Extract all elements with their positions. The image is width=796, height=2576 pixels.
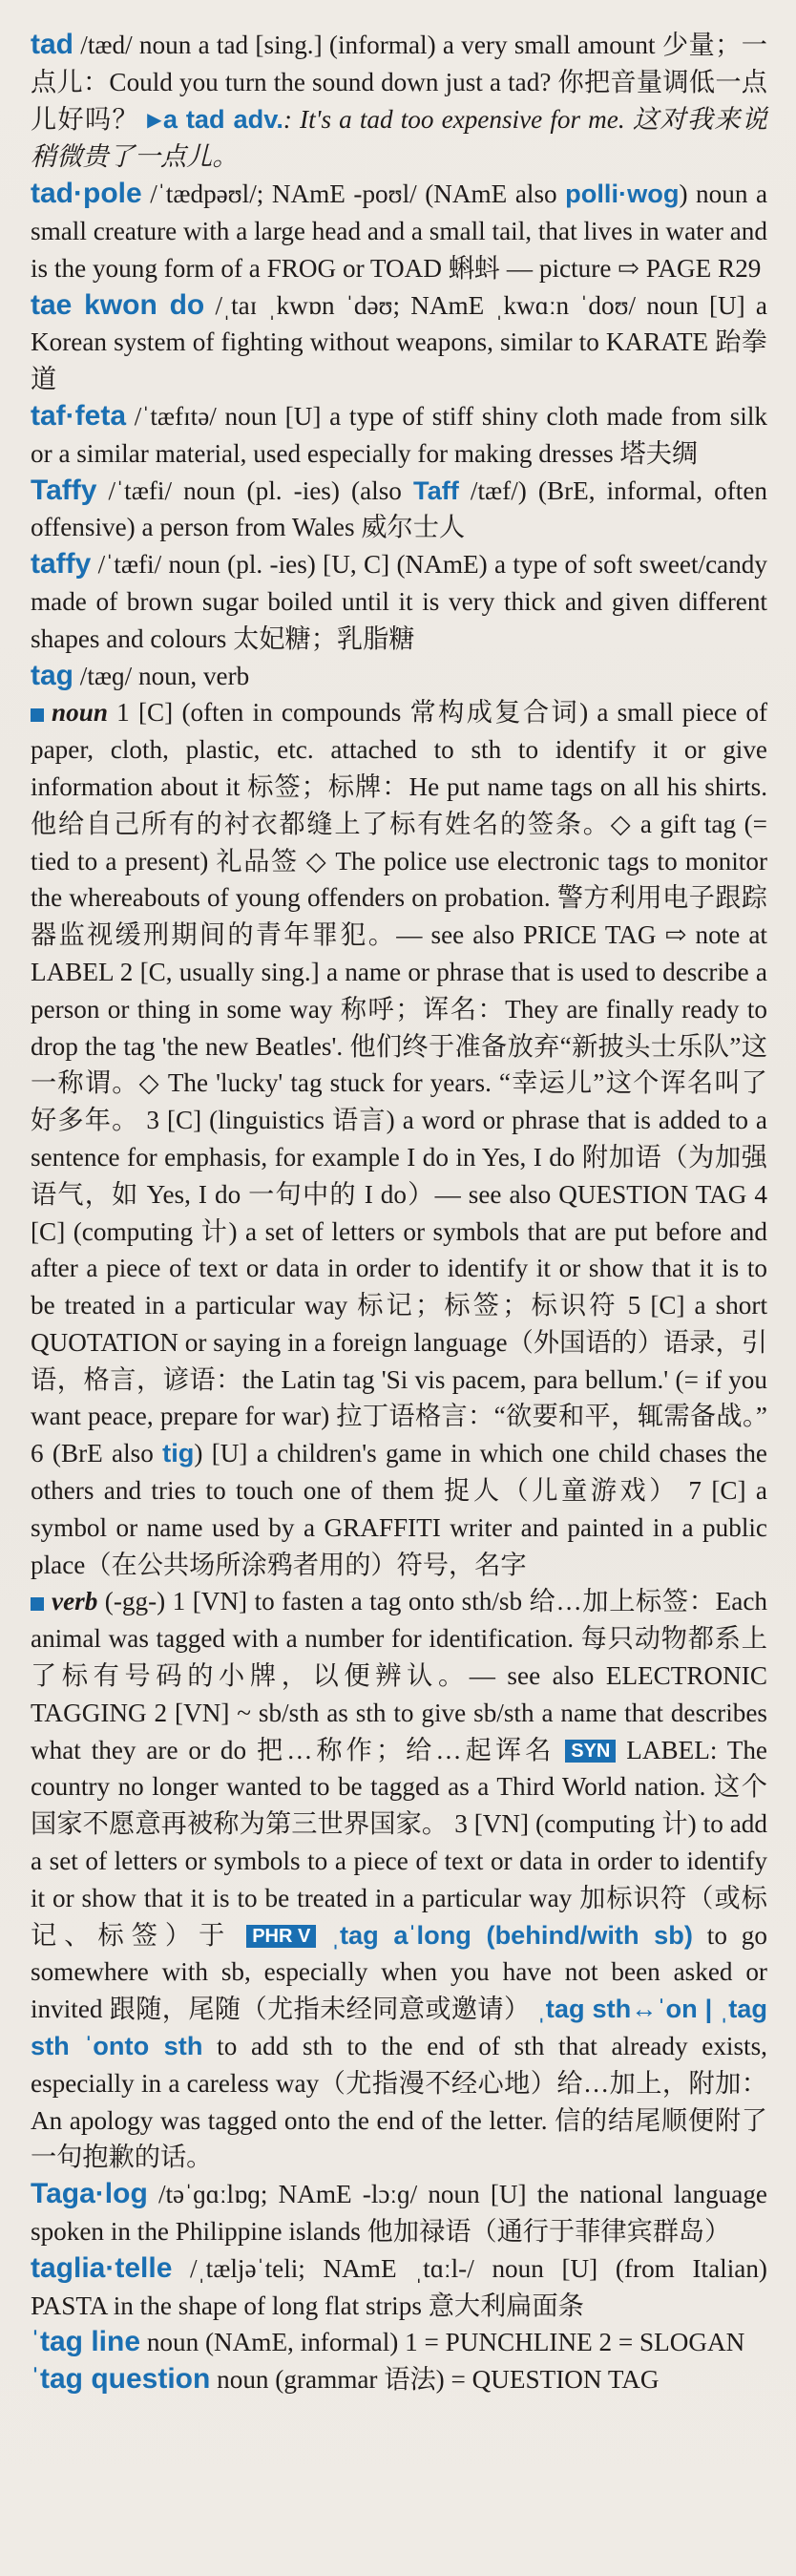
definition: /tæf/) (BrE, informal, often offensive) a person from Wales 威尔士人 <box>31 475 767 542</box>
phrasal-verb: ˌtag sth↔ˈon | ˌtag sth ˈonto sth <box>31 1994 767 2061</box>
example: : It's a tad too expensive for me. 这对我来说稍微贵了一点儿。 <box>31 104 767 172</box>
entry-taekwondo <box>31 287 767 398</box>
entry-tag-question <box>31 2361 767 2398</box>
entry-tagliatelle <box>31 2250 767 2325</box>
part-of-speech: noun <box>52 698 108 728</box>
entry-taffeta <box>31 398 767 473</box>
phrasal-verb: ˌtag aˈlong (behind/with sb) <box>316 1919 693 1950</box>
definition: noun (NAmE, informal) 1 = PUNCHLINE 2 = SLOGAN <box>140 2328 745 2357</box>
entry-taffy-1 <box>31 473 767 547</box>
pronunciation: /ˈtæfi/ noun (pl. -ies) (also <box>96 475 413 505</box>
square-bullet-icon <box>31 1597 44 1611</box>
entry-tadpole <box>31 176 767 286</box>
definition: ) noun a small creature with a large head and a small tail, that lives in water and is the young form of a FROG or TOAD 蝌蚪 — picture ⇨ PAGE R29 <box>31 179 768 283</box>
definition: 1 [C] (often in compounds 常构成复合词) a small piece of paper, cloth, plastic, etc. attached to sth to identify it or give information about it 标签；标牌：He put name tags on all his shirts. 他给自己所有的衬衣都缝上了标有姓名的签条。◇ a gift tag (= tied to a present) 礼品签 ◇ The police use electronic tags to monitor the whereabouts of young offenders on probation. 警方利用电子跟踪器监视缓刑期间的青年罪犯。— see also PRICE TAG ⇨ note at LABEL 2 [C, usually sing.] a name or phrase that is used to describe a person or thing in some way 称呼；诨名：They are finally ready to drop the tag 'the new Beatles'. 他们终于准备放弃“新披头士乐队”这一称谓。◇ The 'lucky' tag stuck for years. “幸运儿”这个诨名叫了好多年。 3 [C] (linguistics 语言) a word or phrase that is added to a sentence for emphasis, for example I do in Yes, I do 附加语（为加强语气，如 Yes, I do 一句中的 I do）— see also QUESTION TAG 4 [C] (computing 计) a set of letters or symbols that are put before and after a piece of text or data in order to identify it or show that it is to be treated in a particular way 标记；标签；标识符 5 [C] a short QUOTATION or saying in a foreign language（外国语的）语录，引语，格言，谚语：the Latin tag 'Si vis pacem, para bellum.' (= if you want peace, prepare for war) 拉丁语格言：“欲要和平，辄需备战。” 6 (BrE also <box>31 698 767 1468</box>
headword: taffy <box>31 548 92 581</box>
definition: /təˈɡɑːlɒɡ; NAmE -lɔːɡ/ noun [U] the national language spoken in the Philippine islands 他加禄语（通行于菲律宾群岛） <box>31 2180 767 2247</box>
definition: (-gg-) 1 [VN] to fasten a tag onto sth/sb 给…加上标签：Each animal was tagged with a number for identification. 每只动物都系上了标有号码的小牌，以便辨认。— see also ELECTRONIC TAGGING 2 [VN] ~ sb/sth as sth to give sb/sth a name that describes what they are or do 把…称作；给…起诨名 <box>31 1587 767 1764</box>
headword: taglia·telle <box>31 2251 173 2284</box>
entry-tad <box>31 27 767 176</box>
phrasal-definition: to go somewhere with sb, especially when you have not been asked or invited 跟随，尾随（尤指未经同意或邀请） <box>31 1920 767 2024</box>
variant: Taff <box>412 475 459 505</box>
entry-tagalog <box>31 2176 767 2250</box>
pronunciation: /tæɡ/ noun, verb <box>73 661 250 690</box>
variant: polli·wog <box>565 179 680 209</box>
definition: /ˈtæfi/ noun (pl. -ies) [U, C] (NAmE) a type of soft sweet/candy made of brown sugar boiled until it is very thick and given different shapes and colours 太妃糖；乳脂糖 <box>31 550 767 653</box>
headword: Taffy <box>31 474 97 506</box>
variant: tig <box>162 1438 195 1468</box>
entry-tag-verb <box>31 1583 767 2176</box>
triangle-icon: ▶ <box>147 109 163 131</box>
entry-tag <box>31 658 767 695</box>
definition-cont: LABEL: The country no longer wanted to be tagged as a Third World nation. 这个国家不愿意再被称为第三世界国家。 3 [VN] (computing 计) to add a set of letters or symbols to a piece of text or data in order to identify it or show that it is to be treated in a particular way 加标识符（或标记、标签）于 <box>31 1735 768 1950</box>
definition: /ˈtæfɪtə/ noun [U] a type of stiff shiny cloth made from silk or a similar material, used especially for making dresses 塔夫绸 <box>31 401 767 468</box>
headword: tad <box>31 29 73 60</box>
headword: Taga·log <box>31 2178 148 2210</box>
syn-badge: SYN <box>565 1740 616 1763</box>
headword: tag <box>31 659 73 691</box>
headword: ˈtag question <box>31 2363 211 2396</box>
headword: tad·pole <box>31 178 142 210</box>
definition-cont: ) [U] a children's game in which one child chases the others and tries to touch one of them 捉人（儿童游戏） 7 [C] a symbol or name used by a GRAFFITI writer and painted in a public place（在公共场所涂鸦者用的）符号，名字 <box>31 1439 767 1579</box>
square-bullet-icon <box>31 708 44 722</box>
phrasal-definition: to add sth to the end of sth that already exists, especially in a careless way（尤指漫不经心地）给…加上，附加：An apology was tagged onto the end of the letter. 信的结尾顺便附了一句抱歉的话。 <box>31 2032 767 2172</box>
definition: /ˌtaɪ ˌkwɒn ˈdəʊ; NAmE ˌkwɑːn ˈdoʊ/ noun [U] a Korean system of fighting without weapons, similar to KARATE 跆拳道 <box>31 290 767 394</box>
definition: /tæd/ noun a tad [sing.] (informal) a very small amount 少量；一点儿：Could you turn the sound down just a tad? 你把音量调低一点儿好吗？ <box>31 31 767 134</box>
entry-taffy-2 <box>31 546 767 657</box>
definition: noun (grammar 语法) = QUESTION TAG <box>210 2365 660 2395</box>
headword: taf·feta <box>31 399 127 432</box>
entry-tag-noun <box>31 694 767 1583</box>
part-of-speech: verb <box>52 1587 98 1616</box>
derived-form: a tad adv. <box>162 103 283 134</box>
entry-tag-line <box>31 2324 767 2361</box>
phrasal-verb-badge: PHR V <box>246 1925 316 1948</box>
headword: tae kwon do <box>31 288 205 321</box>
pronunciation: /ˈtædpəʊl/; NAmE -poʊl/ (NAmE also <box>141 179 566 209</box>
headword: ˈtag line <box>31 2326 141 2358</box>
definition: /ˌtæljəˈteli; NAmE ˌtɑːl-/ noun [U] (from Italian) PASTA in the shape of long flat strips 意大利扁面条 <box>31 2253 767 2320</box>
